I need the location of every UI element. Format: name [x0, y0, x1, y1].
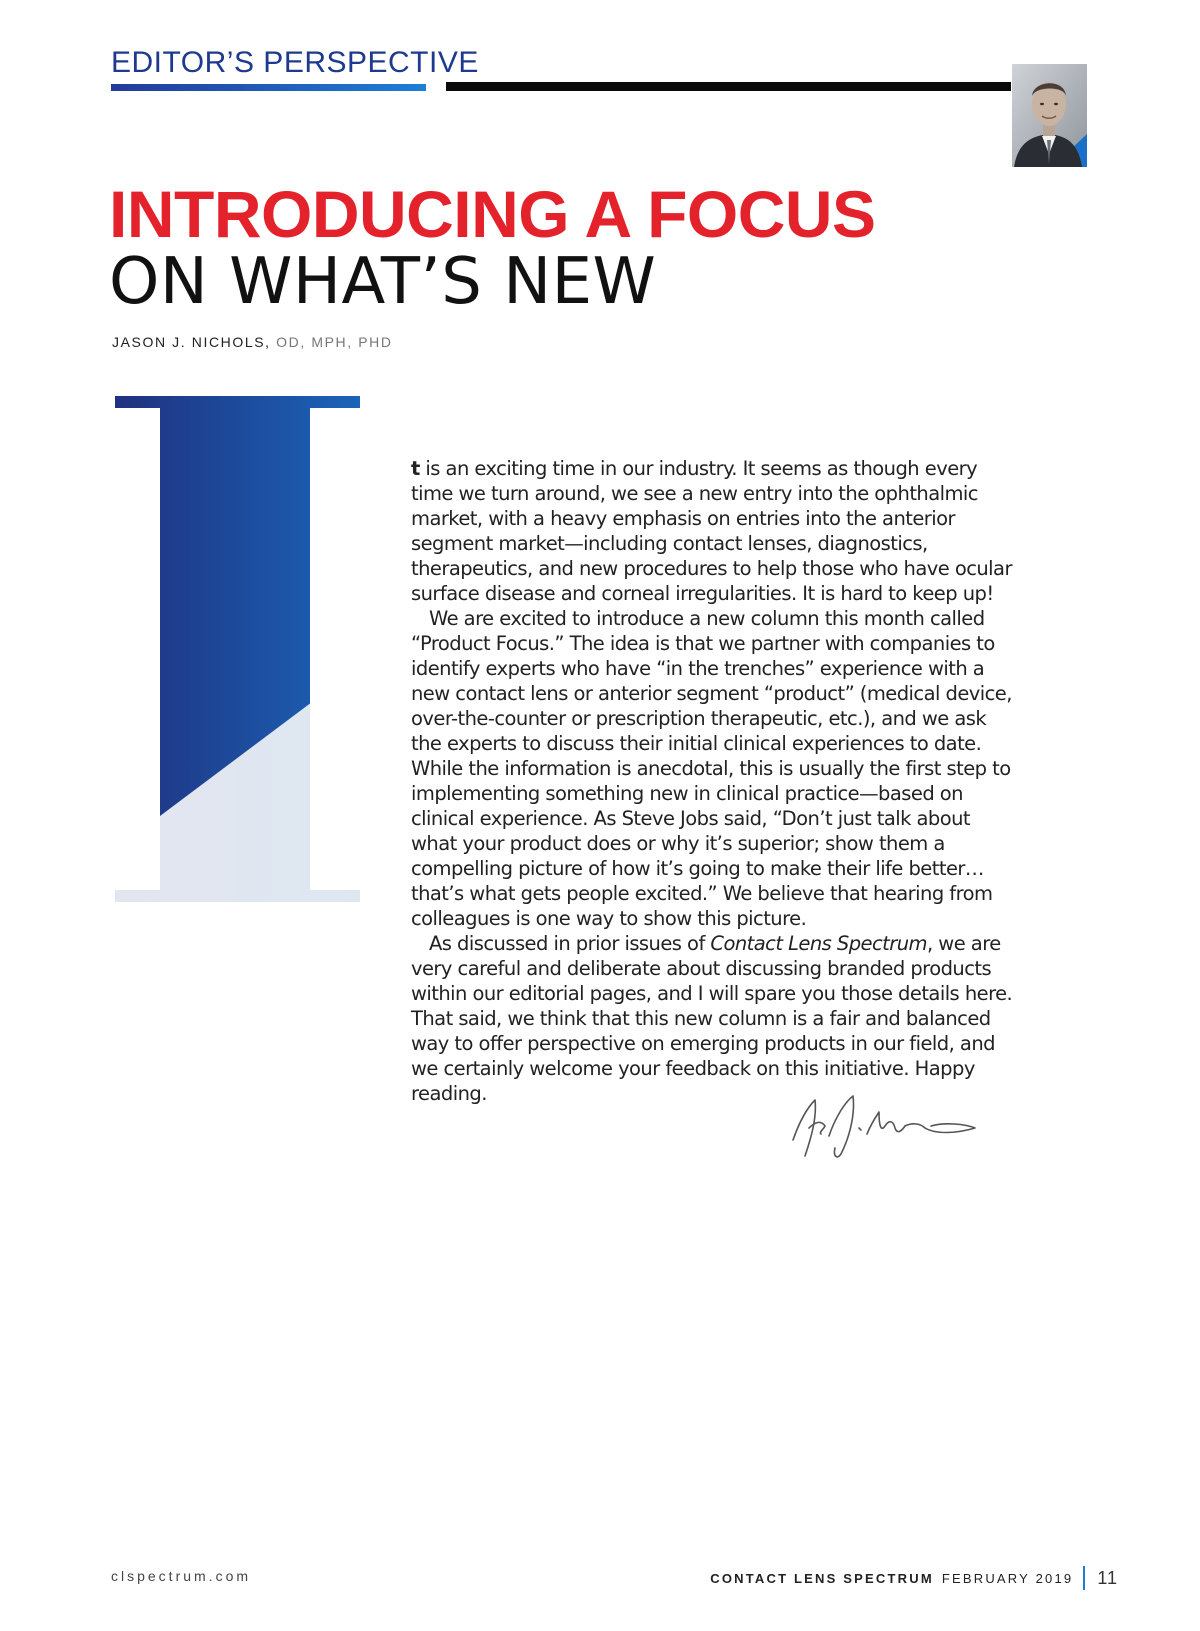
paragraph-3-text-b: , we are very careful and deliberate about discussing branded products within our editorial pages, and I will spare you those details here. That said, we think that this new column is a fair and balanced way to offer perspective on emerging products in our field, and we certainly welcome your feedback on this initiative. Happy reading. [411, 932, 1013, 1105]
section-underline [111, 84, 426, 91]
paragraph-1 [411, 456, 1013, 606]
section-label: EDITOR’S PERSPECTIVE [111, 46, 479, 79]
byline-name: JASON J. NICHOLS, [112, 334, 271, 350]
byline [112, 334, 393, 350]
page-number: 11 [1097, 1567, 1118, 1588]
folio-divider [1083, 1566, 1085, 1590]
header-rule [446, 82, 1011, 91]
first-letter: t [411, 457, 420, 480]
headline-line-2: ON WHAT’S NEW [109, 245, 657, 319]
byline-credentials: OD, MPH, PHD [276, 334, 393, 350]
headline-line-1: INTRODUCING A FOCUS [109, 177, 876, 251]
publication-title: Contact Lens Spectrum [710, 932, 927, 955]
magazine-name: CONTACT LENS SPECTRUM [710, 1570, 934, 1586]
paragraph-3-text-a: As discussed in prior issues of [429, 932, 711, 955]
paragraph-1-text: is an exciting time in our industry. It seems as though every time we turn around, we see a new entry into the ophthalmic market, with a heavy emphasis on entries into the anterior segment market—including contact lenses, diagnostics, therapeutics, and new procedures to help those who have ocular surface disease and corneal irregularities. It is hard to keep up! [411, 457, 1012, 605]
signature-icon [785, 1078, 985, 1163]
website-url: clspectrum.com [111, 1568, 252, 1584]
dropcap-letter-i [115, 396, 360, 912]
footer-folio [710, 1566, 1118, 1590]
paragraph-2: We are excited to introduce a new column this month called “Product Focus.” The idea is that we partner with companies to identify experts who have “in the trenches” experience with a new contact lens or anterior segment “product” (medical device, over-the-counter or prescription therapeutic, etc.), and we ask the experts to discuss their initial clinical experiences to date. While the information is anecdotal, this is usually the first step to implementing something new in clinical practice—based on clinical experience. As Steve Jobs said, “Don’t just talk about what your product does or why it’s superior; show them a compelling picture of how it’s going to make their life better…that’s what gets people excited.” We believe that hearing from colleagues is one way to show this picture. [411, 607, 1012, 930]
issue-date: FEBRUARY 2019 [941, 1570, 1074, 1586]
author-headshot [1012, 64, 1087, 167]
article-body [411, 456, 1013, 1106]
